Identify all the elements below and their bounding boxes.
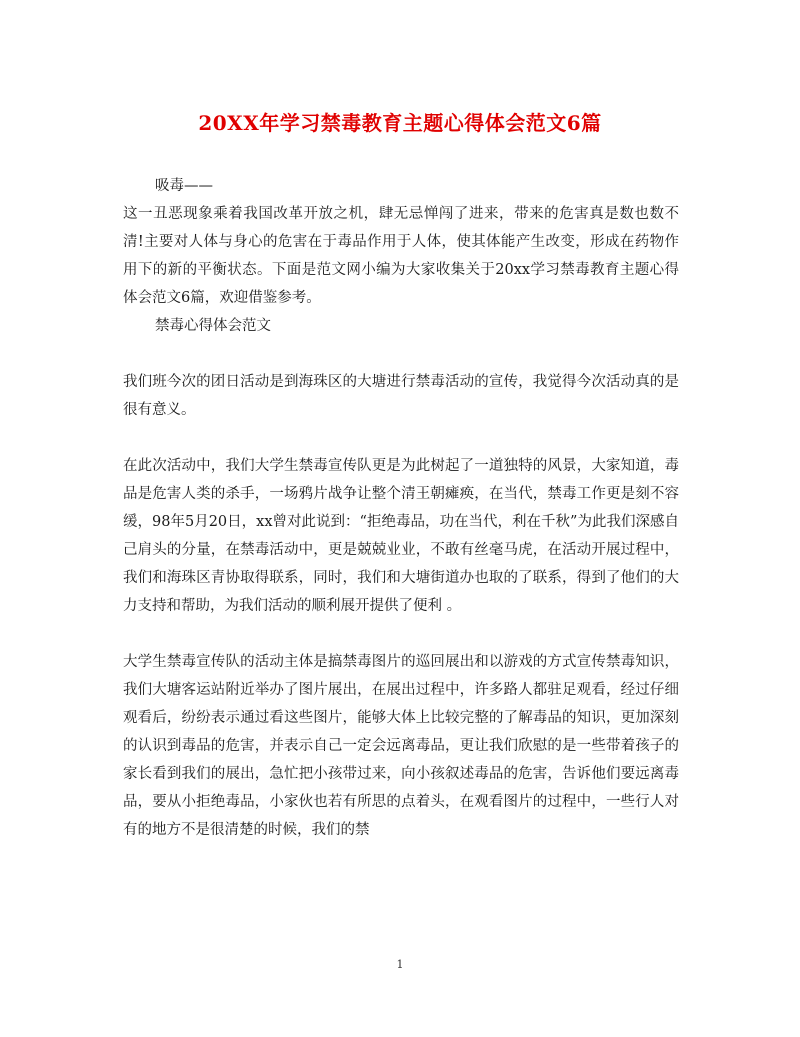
section-heading: 禁毒心得体会范文 — [155, 318, 271, 334]
page-number: 1 — [396, 958, 404, 971]
document-title: 20XX年学习禁毒教育主题心得体会范文6篇 — [198, 111, 602, 135]
paragraph-3: 大学生禁毒宣传队的活动主体是搞禁毒图片的巡回展出和以游戏的方式宣传禁毒知识，我们大塘客运站附近举办了图片展出，在展出过程中，许多路人都驻足观看，经过仔细观看后，纷纷表示通过看这些图片，能够大体上比较完整的了解毒品的知识，更加深刻的认识到毒品的危害，并表示自己一定会远离毒品，更让我们欣慰的是一些带着孩子的家长看到我们的展出，急忙把小孩带过来，向小孩叙述毒品的危害，告诉他们要远离毒品，要从小拒绝毒品，小家伙也若有所思的点着头，在观看图片的过程中，一些行人对有的地方不是很清楚的时候，我们的禁 — [123, 654, 679, 838]
paragraph-gap — [123, 424, 679, 452]
paragraph-1: 我们班今次的团日活动是到海珠区的大塘进行禁毒活动的宣传，我觉得今次活动真的是很有意义。 — [123, 374, 679, 418]
paragraph-intro-heading: 吸毒—— — [155, 178, 213, 194]
paragraph-2: 在此次活动中，我们大学生禁毒宣传队更是为此树起了一道独特的风景，大家知道，毒品是危害人类的杀手，一场鸦片战争让整个清王朝瘫痪，在当代，禁毒工作更是刻不容缓，98年5月20日，xx曾对此说到：“拒绝毒品，功在当代，利在千秋”为此我们深感自己肩头的分量，在禁毒活动中，更是兢兢业业，不敢有丝毫马虎，在活动开展过程中，我们和海珠区青协取得联系，同时，我们和大塘街道办也取的了联系，得到了他们的大力支持和帮助，为我们活动的顺利展开提供了便利 。 — [123, 458, 679, 614]
paragraph-intro: 这一丑恶现象乘着我国改革开放之机，肆无忌惮闯了进来，带来的危害真是数也数不清!主要对人体与身心的危害在于毒品作用于人体，使其体能产生改变，形成在药物作用下的新的平衡状态。下面是范文网小编为大家收集关于20xx学习禁毒教育主题心得体会范文6篇，欢迎借鉴参考。 — [123, 206, 679, 306]
document-body — [123, 172, 679, 844]
paragraph-gap — [123, 340, 679, 368]
paragraph-gap — [123, 620, 679, 648]
